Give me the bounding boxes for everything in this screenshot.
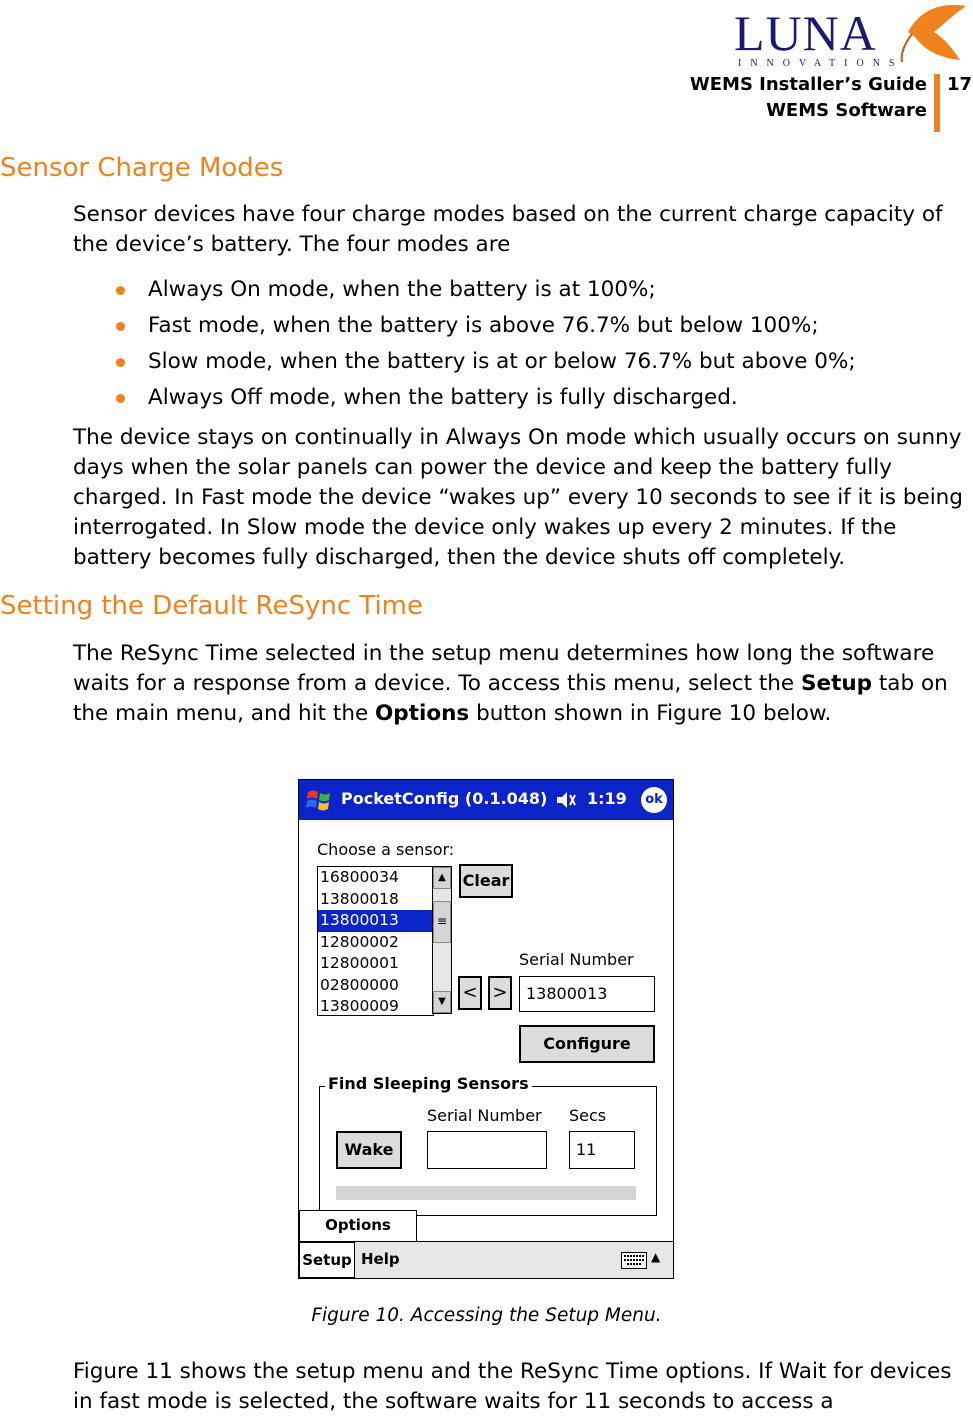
list-scrollbar[interactable] [432, 866, 452, 1014]
tab-options[interactable]: Options [299, 1210, 417, 1242]
list-item[interactable]: 02800000 [320, 975, 399, 994]
serial-number-field[interactable]: 13800013 [519, 976, 655, 1012]
prev-button[interactable]: < [458, 976, 482, 1010]
clear-button[interactable]: Clear [459, 864, 513, 898]
charge-modes-list [110, 274, 856, 418]
wake-button[interactable]: Wake [336, 1131, 402, 1169]
setup-bold: Setup [801, 671, 873, 696]
windows-start-icon[interactable] [305, 787, 333, 813]
closing-paragraph: Figure 11 shows the setup menu and the ReSync Time options. If Wait for devices in fast mode is selected, the software waits for 11 seconds to access a [73, 1359, 952, 1414]
configure-button[interactable]: Configure [519, 1025, 655, 1063]
list-item: Always Off mode, when the battery is fully discharged. [110, 382, 856, 418]
scroll-up-icon[interactable]: ▲ [433, 867, 451, 889]
header-divider [934, 74, 940, 132]
bullet-icon [116, 358, 125, 367]
options-bold: Options [375, 701, 470, 726]
find-sleeping-label: Find Sleeping Sensors [325, 1074, 532, 1093]
serial-number-label: Serial Number [519, 950, 634, 969]
tab-setup[interactable]: Setup [299, 1242, 355, 1278]
secs-label: Secs [569, 1106, 607, 1125]
heading-resync: Setting the Default ReSync Time [0, 591, 424, 621]
title-bar [299, 780, 673, 820]
bullet-icon [116, 322, 125, 331]
list-item: Fast mode, when the battery is above 76.7% but below 100%; [110, 310, 856, 346]
list-item[interactable]: 13800009 [320, 997, 399, 1015]
luna-logo [730, 2, 970, 70]
pocketconfig-screenshot [298, 779, 674, 1279]
list-item-selected[interactable]: 13800013 [318, 910, 433, 932]
menu-bar [299, 1241, 673, 1279]
secs-field[interactable]: 11 [569, 1131, 635, 1169]
section-title: WEMS Software [766, 100, 927, 121]
choose-sensor-label: Choose a sensor: [317, 840, 455, 859]
app-title: PocketConfig (0.1.048) [341, 789, 548, 808]
charge-modes-body: The device stays on continually in Always On mode which usually occurs on sunny days when the solar panels can power the device and keep the battery fully charged. In Fast mode the device “wakes up” every 10 seconds to see if it is being interrogated. In Slow mode the device only wakes up every 2 minutes. If the battery becomes fully discharged, then the device shuts off completely. [73, 425, 963, 570]
page-number: 17 [947, 74, 973, 95]
bullet-icon [116, 394, 125, 403]
clock[interactable]: 1:19 [587, 789, 627, 808]
list-item: Slow mode, when the battery is at or below 76.7% but above 0%; [110, 346, 856, 382]
sensor-list[interactable] [317, 866, 434, 1016]
svg-text:LUNA: LUNA [734, 5, 877, 61]
list-item[interactable]: 13800018 [320, 889, 399, 908]
scroll-thumb[interactable]: ≡ [433, 901, 451, 943]
list-item[interactable]: 12800001 [320, 954, 399, 972]
charge-modes-intro: Sensor devices have four charge modes based on the current charge capacity of the device’s battery. The four modes are [73, 202, 943, 257]
heading-charge-modes: Sensor Charge Modes [0, 153, 284, 183]
keyboard-icon[interactable] [621, 1252, 647, 1269]
next-button[interactable]: > [488, 976, 512, 1010]
find-serial-label: Serial Number [427, 1106, 542, 1125]
list-item[interactable]: 12800002 [320, 932, 399, 951]
list-item: Always On mode, when the battery is at 100%; [110, 274, 856, 310]
find-serial-field[interactable] [427, 1131, 547, 1169]
svg-text:INNOVATIONS: INNOVATIONS [738, 58, 904, 69]
bullet-icon [116, 286, 125, 295]
scroll-down-icon[interactable]: ▼ [433, 991, 451, 1013]
ok-button[interactable]: ok [641, 787, 667, 813]
figure-caption: Figure 10. Accessing the Setup Menu. [311, 1305, 662, 1326]
speaker-icon[interactable] [555, 789, 577, 811]
guide-title: WEMS Installer’s Guide [689, 74, 927, 95]
resync-body: The ReSync Time selected in the setup menu determines how long the software waits for a response from a device. To access this menu, select the Setup tab on the main menu, and hit the Options button shown in Figure 10 below. [73, 641, 948, 726]
sip-arrow-icon[interactable]: ▲ [651, 1250, 661, 1264]
list-item[interactable]: 16800034 [320, 868, 399, 886]
menu-help[interactable]: Help [361, 1250, 400, 1268]
progress-bar [336, 1186, 636, 1200]
